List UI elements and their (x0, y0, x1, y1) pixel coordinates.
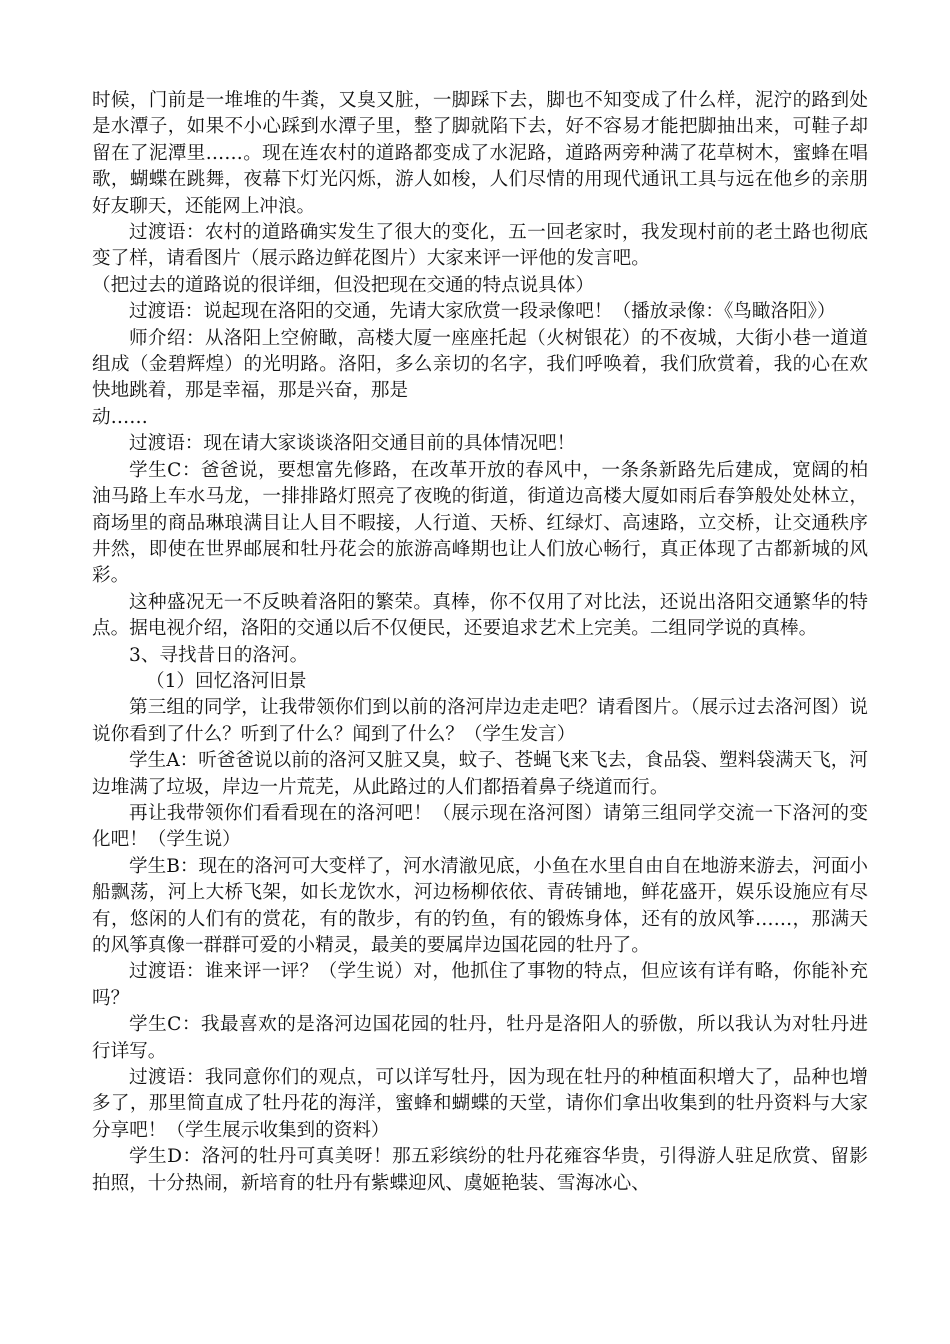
section-heading-luohe: 3、寻找昔日的洛河。 (129, 644, 309, 666)
paragraph-group-three-intro: 第三组的同学，让我带领你们到以前的洛河岸边走走吧？请看图片。（展示过去洛河图）说说你看到了什么？听到了什么？闻到了什么？（学生发言） (92, 697, 868, 745)
paragraph-teacher-intro-end: 动…… (92, 406, 148, 428)
paragraph-student-c-peony: 学生C：我最喜欢的是洛河边国花园的牡丹，牡丹是洛阳人的骄傲，所以我认为对牡丹进行详写。 (92, 1014, 868, 1062)
paragraph-transition-3: 过渡语：现在请大家谈谈洛阳交通目前的具体情况吧！ (129, 433, 576, 455)
paragraph-student-b: 学生B：现在的洛河可大变样了，河水清澈见底，小鱼在水里自由自在地游来游去，河面小船飘荡，河上大桥飞架，如长龙饮水，河边杨柳依依、青砖铺地，鲜花盛开，娱乐设施应有尽有，悠闲的人们有的赏花，有的散步，有的钓鱼，有的锻炼身体，还有的放风筝……，那满天的风筝真像一群群可爱的小精灵，最美的要属岸边国花园的牡丹了。 (92, 855, 868, 956)
paragraph-transition-5: 过渡语：我同意你们的观点，可以详写牡丹，因为现在牡丹的种植面积增大了，品种也增多了，那里简直成了牡丹花的海洋，蜜蜂和蝴蝶的天堂，请你们拿出收集到的牡丹资料与大家分享吧！（学生展示收集到的资料） (92, 1067, 868, 1141)
paragraph-prosperity-comment: 这种盛况无一不反映着洛阳的繁荣。真棒，你不仅用了对比法，还说出洛阳交通繁华的特点。据电视介绍，洛阳的交通以后不仅便民，还要追求艺术上完美。二组同学说的真棒。 (92, 591, 868, 640)
paragraph-teacher-intro: 师介绍：从洛阳上空俯瞰，高楼大厦一座座托起（火树银花）的不夜城，大街小巷一道道组成（金碧辉煌）的光明路。洛阳，多么亲切的名字，我们呼唤着，我们欣赏着，我的心在欢快地跳着，那是幸福，那是兴奋，那是 (92, 327, 868, 402)
subsection-heading-old-scene: （1）回忆洛河旧景 (146, 670, 307, 692)
paragraph-student-d: 学生D：洛河的牡丹可真美呀！那五彩缤纷的牡丹花雍容华贵，引得游人驻足欣赏、留影拍照，十分热闹，新培育的牡丹有紫蝶迎风、虞姬艳装、雪海冰心、 (92, 1146, 868, 1194)
document-page (92, 88, 868, 1197)
paragraph-transition-4: 过渡语：谁来评一评？（学生说）对，他抓住了事物的特点，但应该有详有略，你能补充吗？ (92, 961, 868, 1009)
paragraph-student-c-traffic: 学生C：爸爸说，要想富先修路，在改革开放的春风中，一条条新路先后建成，宽阔的柏油马路上车水马龙，一排排路灯照亮了夜晚的街道，街道边高楼大厦如雨后春笋般处处林立，商场里的商品琳琅满目让人目不暇接，人行道、天桥、红绿灯、高速路，立交桥，让交通秩序井然，即使在世界邮展和牡丹花会的旅游高峰期也让人们放心畅行，真正体现了古都新城的风彩。 (92, 459, 868, 587)
paragraph-present-luohe: 再让我带领你们看看现在的洛河吧！（展示现在洛河图）请第三组同学交流一下洛河的变化吧！（学生说） (92, 802, 868, 851)
paragraph-transition-1: 过渡语：农村的道路确实发生了很大的变化，五一回老家时，我发现村前的老土路也彻底变了样，请看图片（展示路边鲜花图片）大家来评一评他的发言吧。 (92, 222, 868, 270)
paragraph-comment-1: （把过去的道路说的很详细，但没把现在交通的特点说具体） (92, 274, 595, 296)
paragraph-student-a: 学生A：听爸爸说以前的洛河又脏又臭，蚊子、苍蝇飞来飞去，食品袋、塑料袋满天飞，河边堆满了垃圾，岸边一片荒芜，从此路过的人们都捂着鼻子绕道而行。 (92, 750, 868, 798)
paragraph-village-road: 时候，门前是一堆堆的牛粪，又臭又脏，一脚踩下去，脚也不知变成了什么样，泥泞的路到处是水潭子，如果不小心踩到水潭子里，整了脚就陷下去，好不容易才能把脚抽出来，可鞋子却留在了泥潭里……。现在连农村的道路都变成了水泥路，道路两旁种满了花草树木，蜜蜂在唱歌，蝴蝶在跳舞，夜幕下灯光闪烁，游人如梭，人们尽情的用现代通讯工具与远在他乡的亲朋好友聊天，还能网上冲浪。 (92, 90, 868, 217)
paragraph-transition-2: 过渡语：说起现在洛阳的交通，先请大家欣赏一段录像吧！（播放录像：《鸟瞰洛阳》） (129, 301, 836, 323)
